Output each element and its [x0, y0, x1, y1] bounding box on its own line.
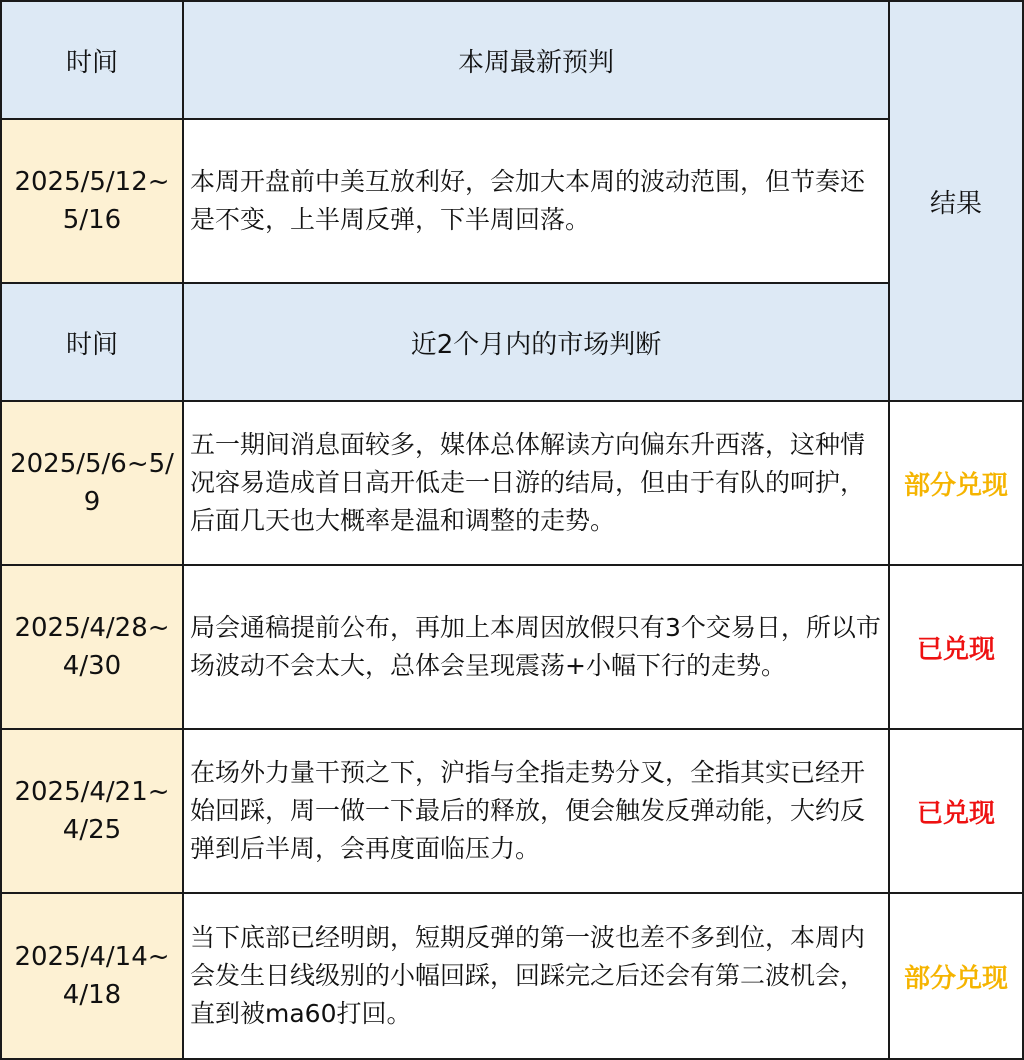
row-date-text: 2025/4/28~ 4/30 — [14, 613, 170, 681]
row-date-text: 2025/4/21~ 4/25 — [14, 777, 170, 845]
table-row-judgment — [182, 564, 890, 730]
forecast-header-label: 本周最新预判 — [457, 47, 614, 78]
result-header — [888, 0, 1024, 402]
row-result-text: 部分兑现 — [903, 963, 1008, 994]
time-header-label: 时间 — [65, 47, 118, 78]
table-row-judgment — [182, 400, 890, 566]
row-date-text: 2025/5/6~5/ 9 — [10, 449, 174, 517]
row-date-text: 2025/4/14~ 4/18 — [14, 942, 170, 1010]
judgment-header-label: 近2个月内的市场判断 — [410, 329, 662, 360]
table-row-date — [0, 892, 184, 1060]
row-result-text: 已兑现 — [916, 634, 995, 665]
time-header — [0, 0, 184, 120]
row-judgment-text: 局会通稿提前公布，再加上本周因放假只有3个交易日，所以市场波动不会太大，总体会呈现震荡+小幅下行的走势。 — [190, 613, 881, 680]
time-header-2 — [0, 282, 184, 402]
row-result-text: 部分兑现 — [903, 470, 1008, 501]
table-row-judgment — [182, 728, 890, 894]
current-week-forecast — [182, 118, 890, 284]
table-row-judgment — [182, 892, 890, 1060]
table-row-date — [0, 400, 184, 566]
table-row-result — [888, 892, 1024, 1060]
table-row-result — [888, 400, 1024, 566]
table-row-date — [0, 564, 184, 730]
row-result-text: 已兑现 — [916, 798, 995, 829]
current-week-forecast-text: 本周开盘前中美互放利好，会加大本周的波动范围，但节奏还是不变，上半周反弹，下半周回落。 — [190, 167, 866, 234]
result-header-label: 结果 — [929, 188, 982, 219]
current-week-date — [0, 118, 184, 284]
table-row-date — [0, 728, 184, 894]
table-row-result — [888, 728, 1024, 894]
row-judgment-text: 五一期间消息面较多，媒体总体解读方向偏东升西落，这种情况容易造成首日高开低走一日游的结局，但由于有队的呵护，后面几天也大概率是温和调整的走势。 — [190, 430, 866, 535]
table-row-result — [888, 564, 1024, 730]
row-judgment-text: 当下底部已经明朗，短期反弹的第一波也差不多到位，本周内会发生日线级别的小幅回踩，回踩完之后还会有第二波机会，直到被ma60打回。 — [190, 923, 866, 1028]
forecast-header — [182, 0, 890, 120]
current-week-date-text: 2025/5/12~ 5/16 — [14, 167, 170, 235]
judgment-header — [182, 282, 890, 402]
time-header-2-label: 时间 — [65, 329, 118, 360]
row-judgment-text: 在场外力量干预之下，沪指与全指走势分叉，全指其实已经开始回踩，周一做一下最后的释放，便会触发反弹动能，大约反弹到后半周，会再度面临压力。 — [190, 758, 866, 863]
